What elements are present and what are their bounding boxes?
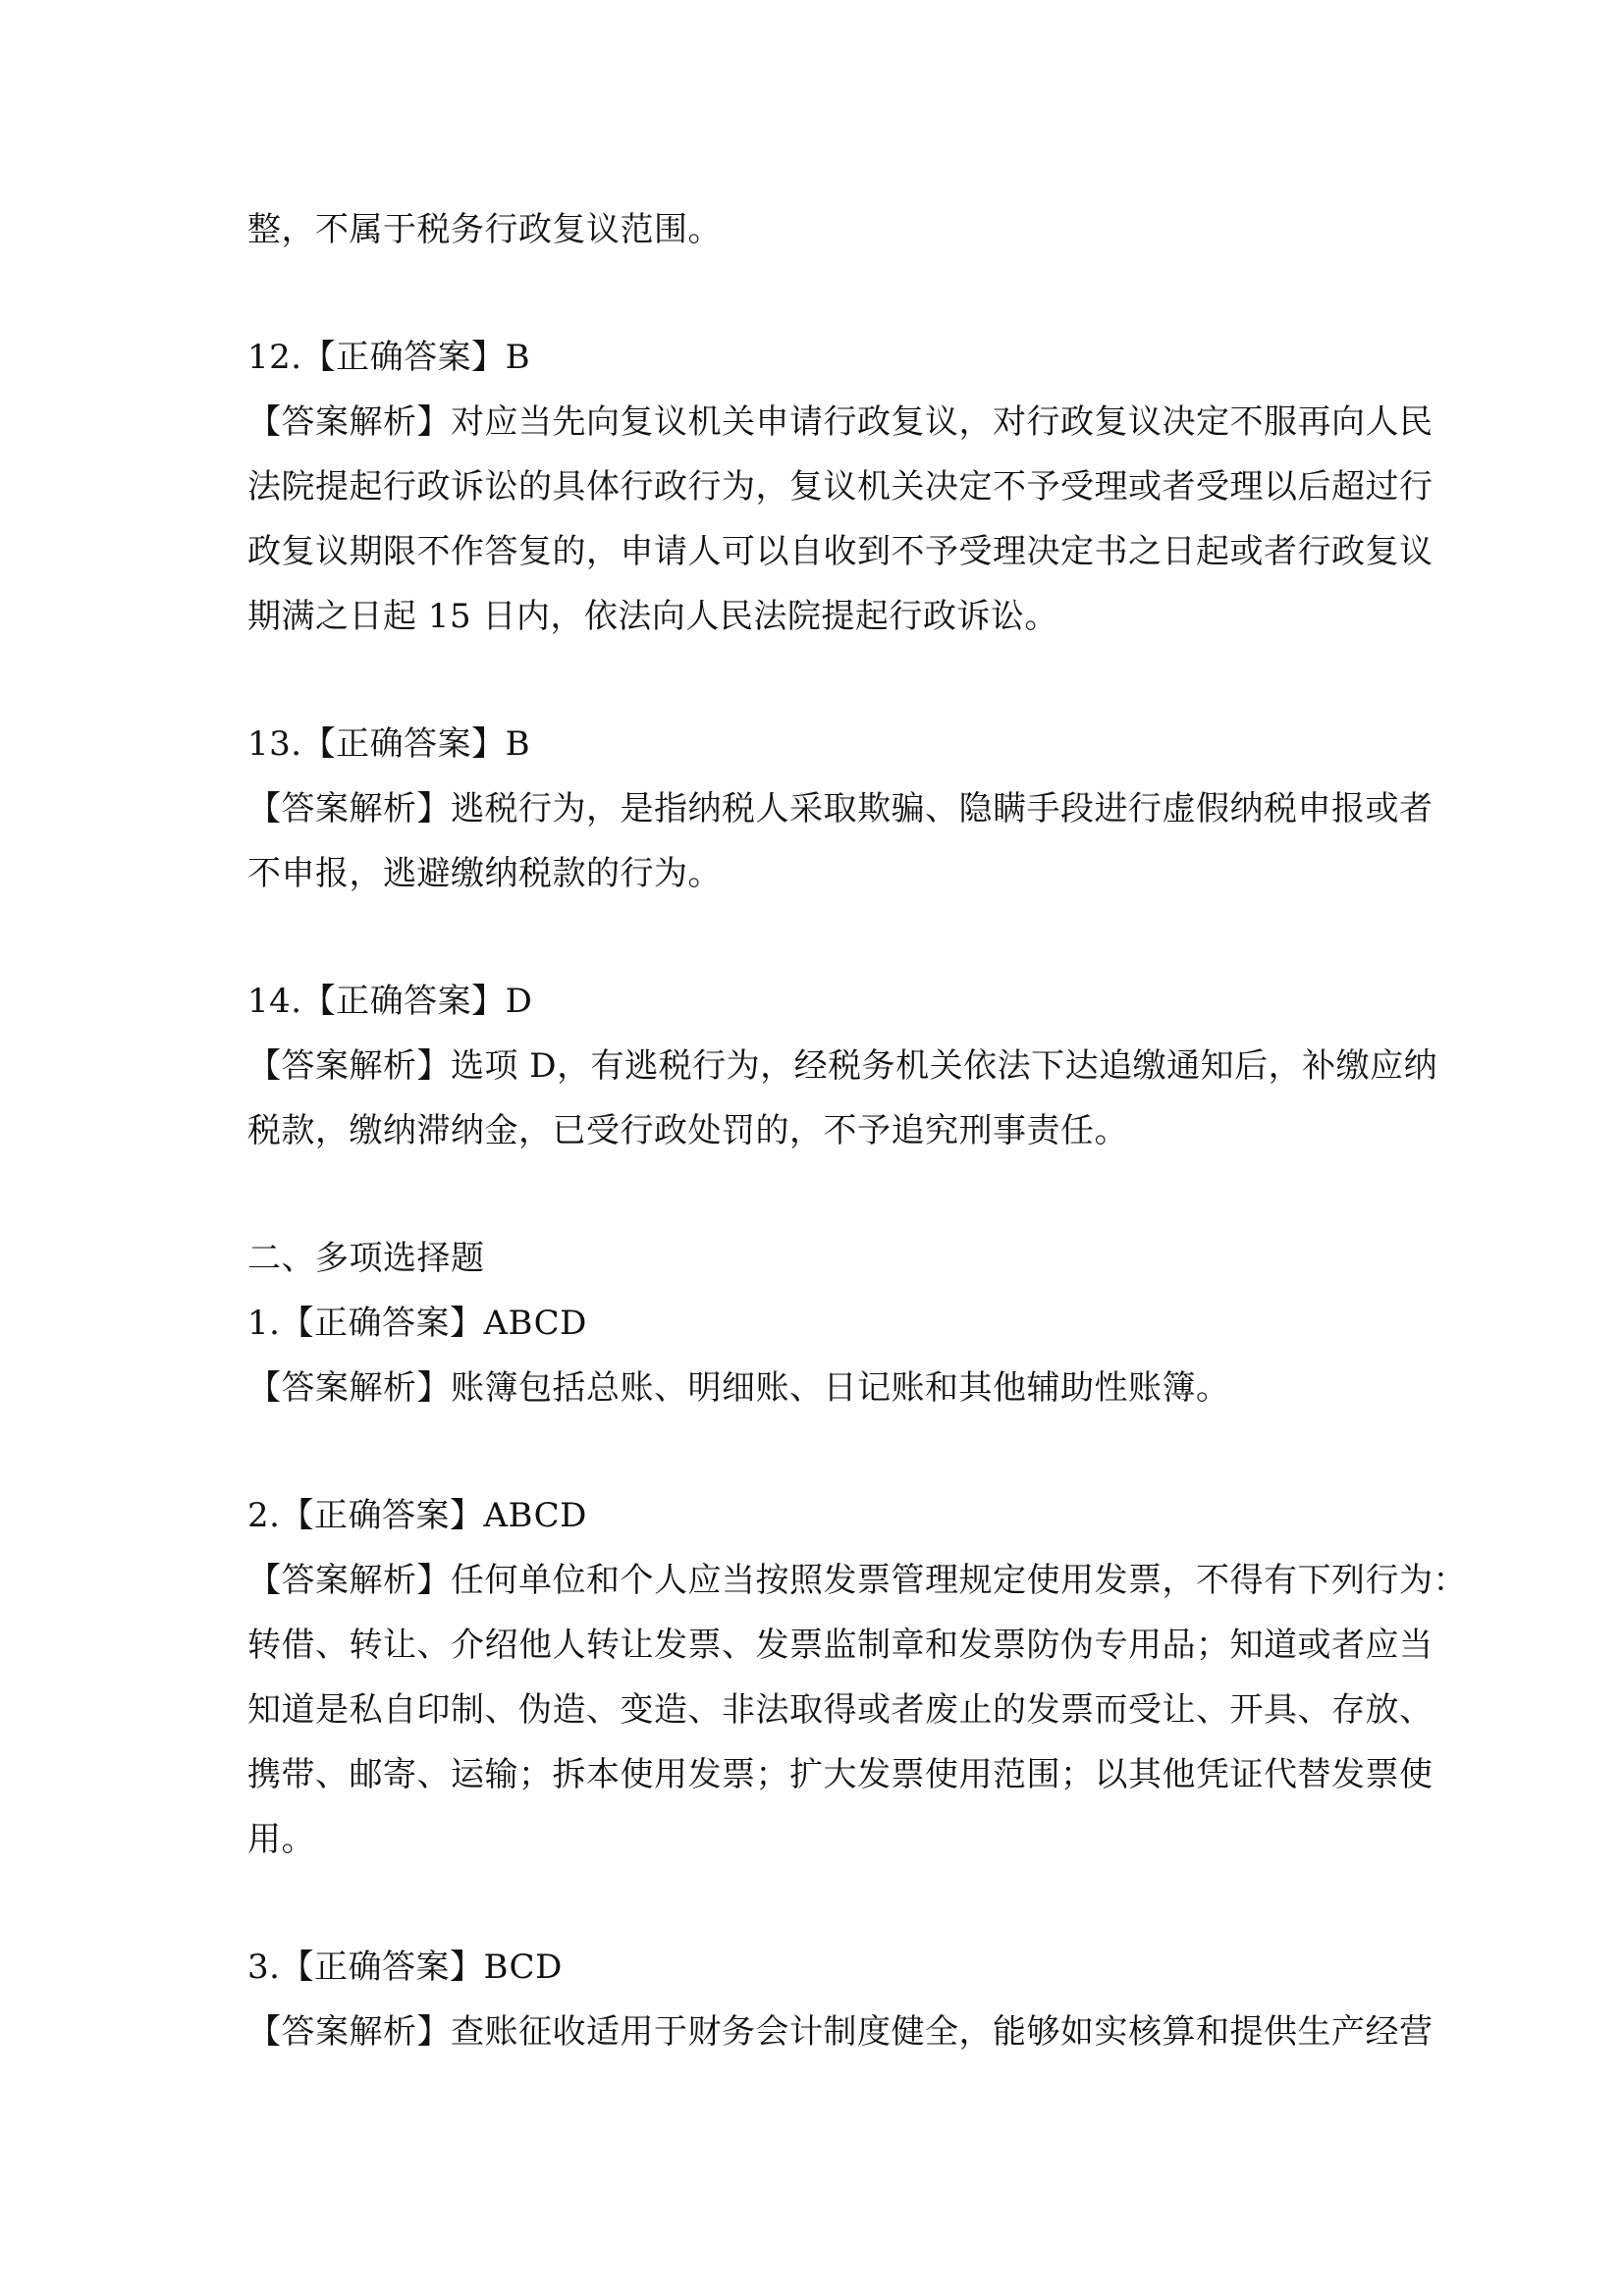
text-line: 不申报，逃避缴纳税款的行为。 [247,854,722,893]
answer-heading-1: 1.【正确答案】ABCD [247,1304,587,1343]
text-line: 转借、转让、介绍他人转让发票、发票监制章和发票防伪专用品；知道或者应当 [247,1626,1434,1665]
answer-heading-14: 14.【正确答案】D [247,982,533,1021]
answer-heading-2: 2.【正确答案】ABCD [247,1496,587,1535]
answer-heading-13: 13.【正确答案】B [247,724,531,764]
text-line: 【答案解析】选项 D，有逃税行为，经税务机关依法下达追缴通知后，补缴应纳 [247,1046,1438,1086]
text-line: 法院提起行政诉讼的具体行政行为，复议机关决定不予受理或者受理以后超过行 [247,467,1434,507]
text-line: 【答案解析】逃税行为，是指纳税人采取欺骗、隐瞒手段进行虚假纳税申报或者 [247,789,1434,828]
answer-heading-12: 12.【正确答案】B [247,338,531,377]
text-line: 【答案解析】任何单位和个人应当按照发票管理规定使用发票，不得有下列行为： [247,1561,1467,1600]
text-line: 税款，缴纳滞纳金，已受行政处罚的，不予追究刑事责任。 [247,1111,1128,1150]
text-line: 期满之日起 15 日内，依法向人民法院提起行政诉讼。 [247,597,1058,636]
answer-heading-3: 3.【正确答案】BCD [247,1948,563,1987]
text-line: 【答案解析】对应当先向复议机关申请行政复议，对行政复议决定不服再向人民 [247,402,1434,442]
text-line: 知道是私自印制、伪造、变造、非法取得或者废止的发票而受让、开具、存放、 [247,1690,1434,1730]
text-line: 政复议期限不作答复的，申请人可以自收到不予受理决定书之日起或者行政复议 [247,532,1434,571]
text-line: 整，不属于税务行政复议范围。 [247,210,722,249]
text-line: 【答案解析】账簿包括总账、明细账、日记账和其他辅助性账簿。 [247,1368,1230,1408]
text-line: 携带、邮寄、运输；拆本使用发票；扩大发票使用范围；以其他凭证代替发票使 [247,1755,1434,1794]
section-heading: 二、多项选择题 [247,1239,485,1278]
text-line: 用。 [247,1820,315,1859]
text-line: 【答案解析】查账征收适用于财务会计制度健全，能够如实核算和提供生产经营 [247,2012,1434,2052]
